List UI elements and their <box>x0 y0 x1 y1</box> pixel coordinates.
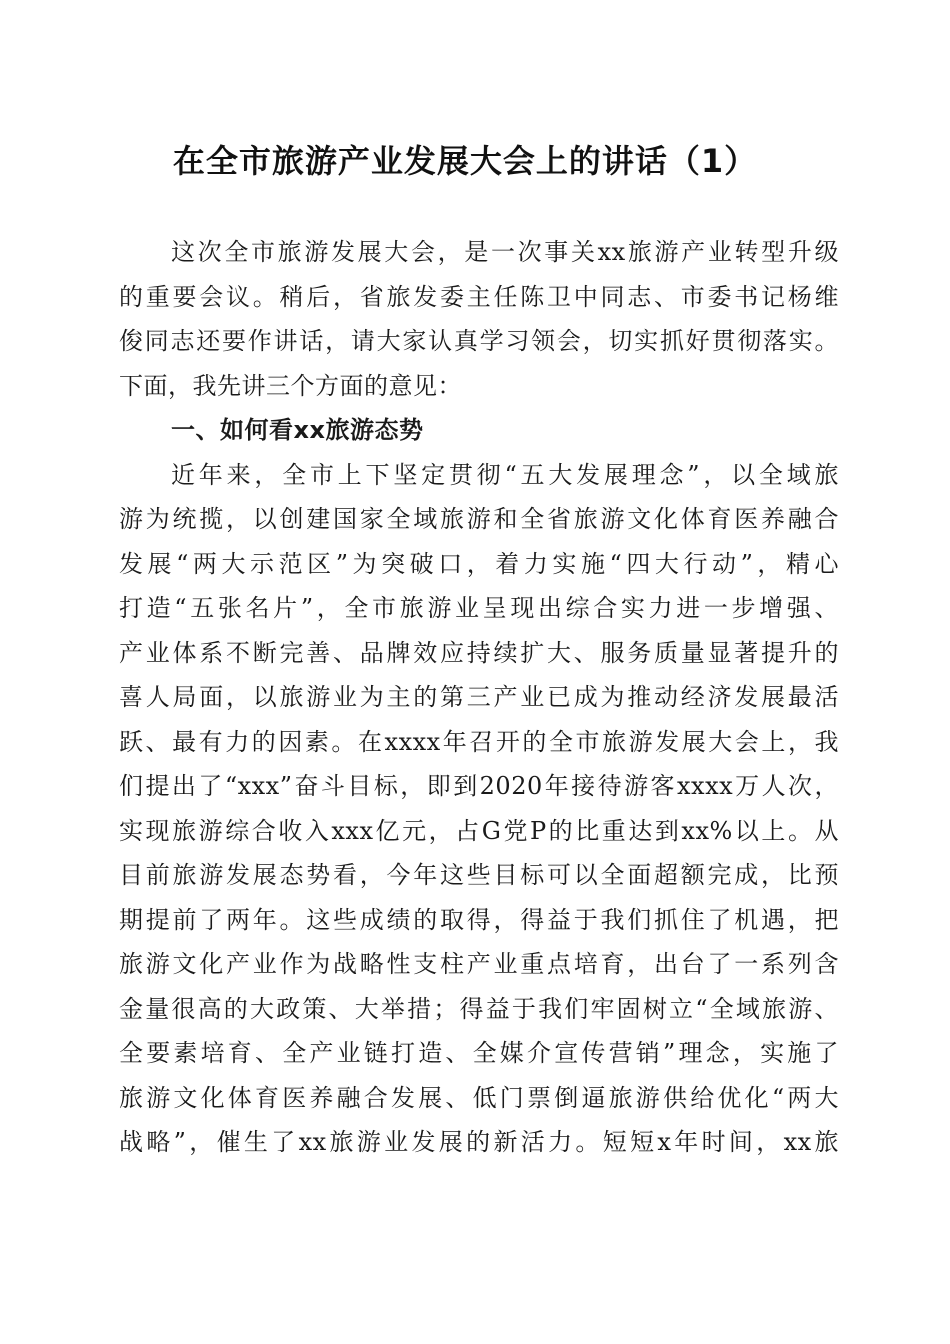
paragraph-line: 们提出了“xxx”奋斗目标，即到2020年接待游客xxxx万人次， <box>119 772 839 800</box>
paragraph-line: 金量很高的大政策、大举措；得益于我们牢固树立“全域旅游、 <box>119 994 839 1023</box>
paragraph-line: 这次全市旅游发展大会，是一次事关xx旅游产业转型升级 <box>171 238 839 266</box>
paragraph-line: 战略”，催生了xx旅游业发展的新活力。短短x年时间，xx旅 <box>119 1128 839 1156</box>
paragraph-line: 发展“两大示范区”为突破口，着力实施“四大行动”，精心 <box>119 549 839 578</box>
page-title: 在全市旅游产业发展大会上的讲话（1） <box>172 142 758 180</box>
paragraph-line: 喜人局面，以旅游业为主的第三产业已成为推动经济发展最活 <box>119 683 839 711</box>
paragraph-line: 游为统揽，以创建国家全域旅游和全省旅游文化体育医养融合 <box>119 505 839 533</box>
paragraph-line: 近年来，全市上下坚定贯彻“五大发展理念”，以全域旅 <box>171 460 839 489</box>
paragraph-line: 产业体系不断完善、品牌效应持续扩大、服务质量显著提升的 <box>119 638 839 667</box>
paragraph-line: 打造“五张名片”，全市旅游业呈现出综合实力进一步增强、 <box>119 594 839 622</box>
paragraph-line: 实现旅游综合收入xxx亿元，占G党P的比重达到xx%以上。从 <box>119 816 839 845</box>
speech-body <box>119 230 839 1165</box>
paragraph-line: 目前旅游发展态势看，今年这些目标可以全面超额完成，比预 <box>119 861 839 889</box>
paragraph-line: 期提前了两年。这些成绩的取得，得益于我们抓住了机遇，把 <box>119 905 839 934</box>
paragraph-line: 旅游文化产业作为战略性支柱产业重点培育，出台了一系列含 <box>119 950 839 978</box>
section-heading: 一、如何看xx旅游态势 <box>171 416 424 444</box>
paragraph-line: 下面，我先讲三个方面的意见： <box>119 371 462 400</box>
paragraph-line: 旅游文化体育医养融合发展、低门票倒逼旅游供给优化“两大 <box>119 1083 839 1112</box>
paragraph-line: 全要素培育、全产业链打造、全媒介宣传营销”理念，实施了 <box>119 1039 839 1067</box>
paragraph-line: 跃、最有力的因素。在xxxx年召开的全市旅游发展大会上，我 <box>119 727 839 756</box>
paragraph-line: 的重要会议。稍后，省旅发委主任陈卫中同志、市委书记杨维 <box>119 282 839 311</box>
paragraph-line: 俊同志还要作讲话，请大家认真学习领会，切实抓好贯彻落实。 <box>119 327 839 355</box>
